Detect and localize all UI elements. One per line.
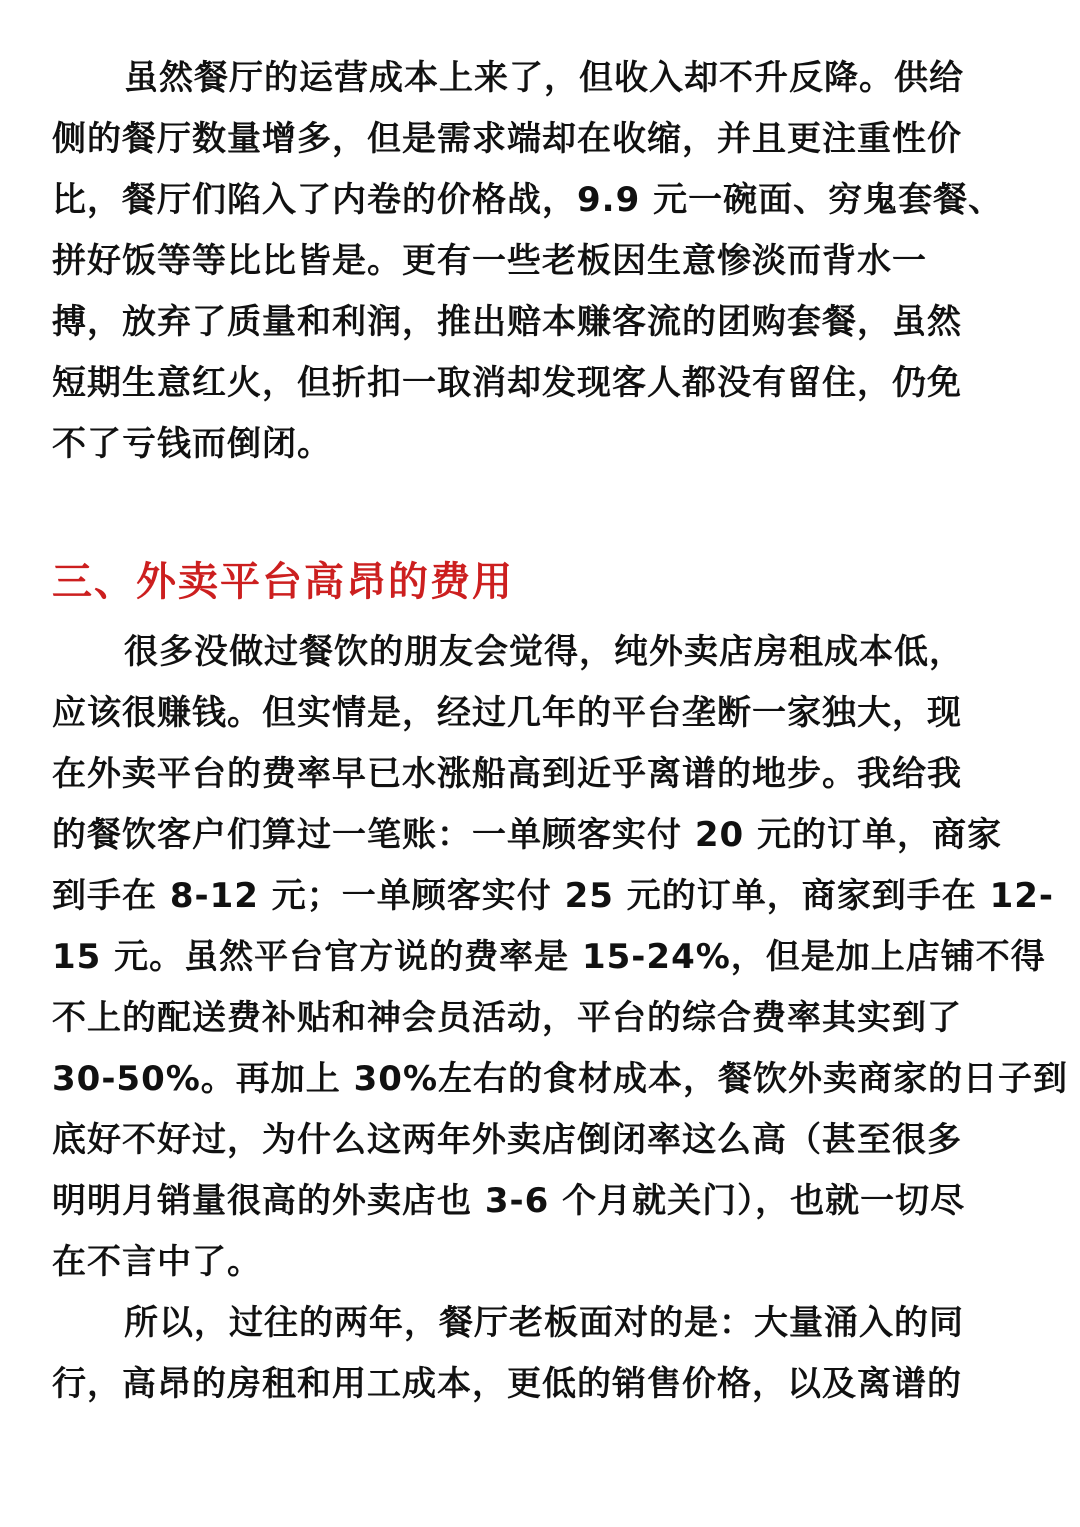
paragraph-line: 应该很赚钱。但实情是，经过几年的平台垄断一家独大，现 [52,693,962,733]
paragraph-line: 不了亏钱而倒闭。 [52,424,332,464]
paragraph-line: 不上的配送费补贴和神会员活动，平台的综合费率其实到了 [52,998,962,1038]
paragraph-line: 行，高昂的房租和用工成本，更低的销售价格，以及离谱的 [52,1364,962,1404]
paragraph-line: 明明月销量很高的外卖店也 3-6 个月就关门），也就一切尽 [52,1181,966,1221]
paragraph-line: 很多没做过餐饮的朋友会觉得，纯外卖店房租成本低， [124,632,964,672]
paragraph-line: 在不言中了。 [52,1242,262,1282]
paragraph-line: 拼好饭等等比比皆是。更有一些老板因生意惨淡而背水一 [52,241,927,281]
paragraph-line: 到手在 8-12 元；一单顾客实付 25 元的订单，商家到手在 12- [52,876,1055,916]
paragraph-line: 30-50%。再加上 30%左右的食材成本，餐饮外卖商家的日子到 [52,1059,1069,1099]
paragraph-line: 15 元。虽然平台官方说的费率是 15-24%，但是加上店铺不得 [52,937,1046,977]
paragraph-line: 虽然餐厅的运营成本上来了，但收入却不升反降。供给 [124,58,964,98]
paragraph-line: 的餐饮客户们算过一笔账：一单顾客实付 20 元的订单，商家 [52,815,1002,855]
paragraph-line: 搏，放弃了质量和利润，推出赔本赚客流的团购套餐，虽然 [52,302,962,342]
section-heading: 三、外卖平台高昂的费用 [52,559,514,605]
paragraph-line: 比，餐厅们陷入了内卷的价格战，9.9 元一碗面、穷鬼套餐、 [52,180,1004,220]
paragraph-line: 侧的餐厅数量增多，但是需求端却在收缩，并且更注重性价 [52,119,962,159]
paragraph-line: 底好不好过，为什么这两年外卖店倒闭率这么高（甚至很多 [52,1120,962,1160]
paragraph-line: 在外卖平台的费率早已水涨船高到近乎离谱的地步。我给我 [52,754,962,794]
paragraph-line: 所以，过往的两年，餐厅老板面对的是：大量涌入的同 [124,1303,964,1343]
paragraph-line: 短期生意红火，但折扣一取消却发现客人都没有留住，仍免 [52,363,962,403]
